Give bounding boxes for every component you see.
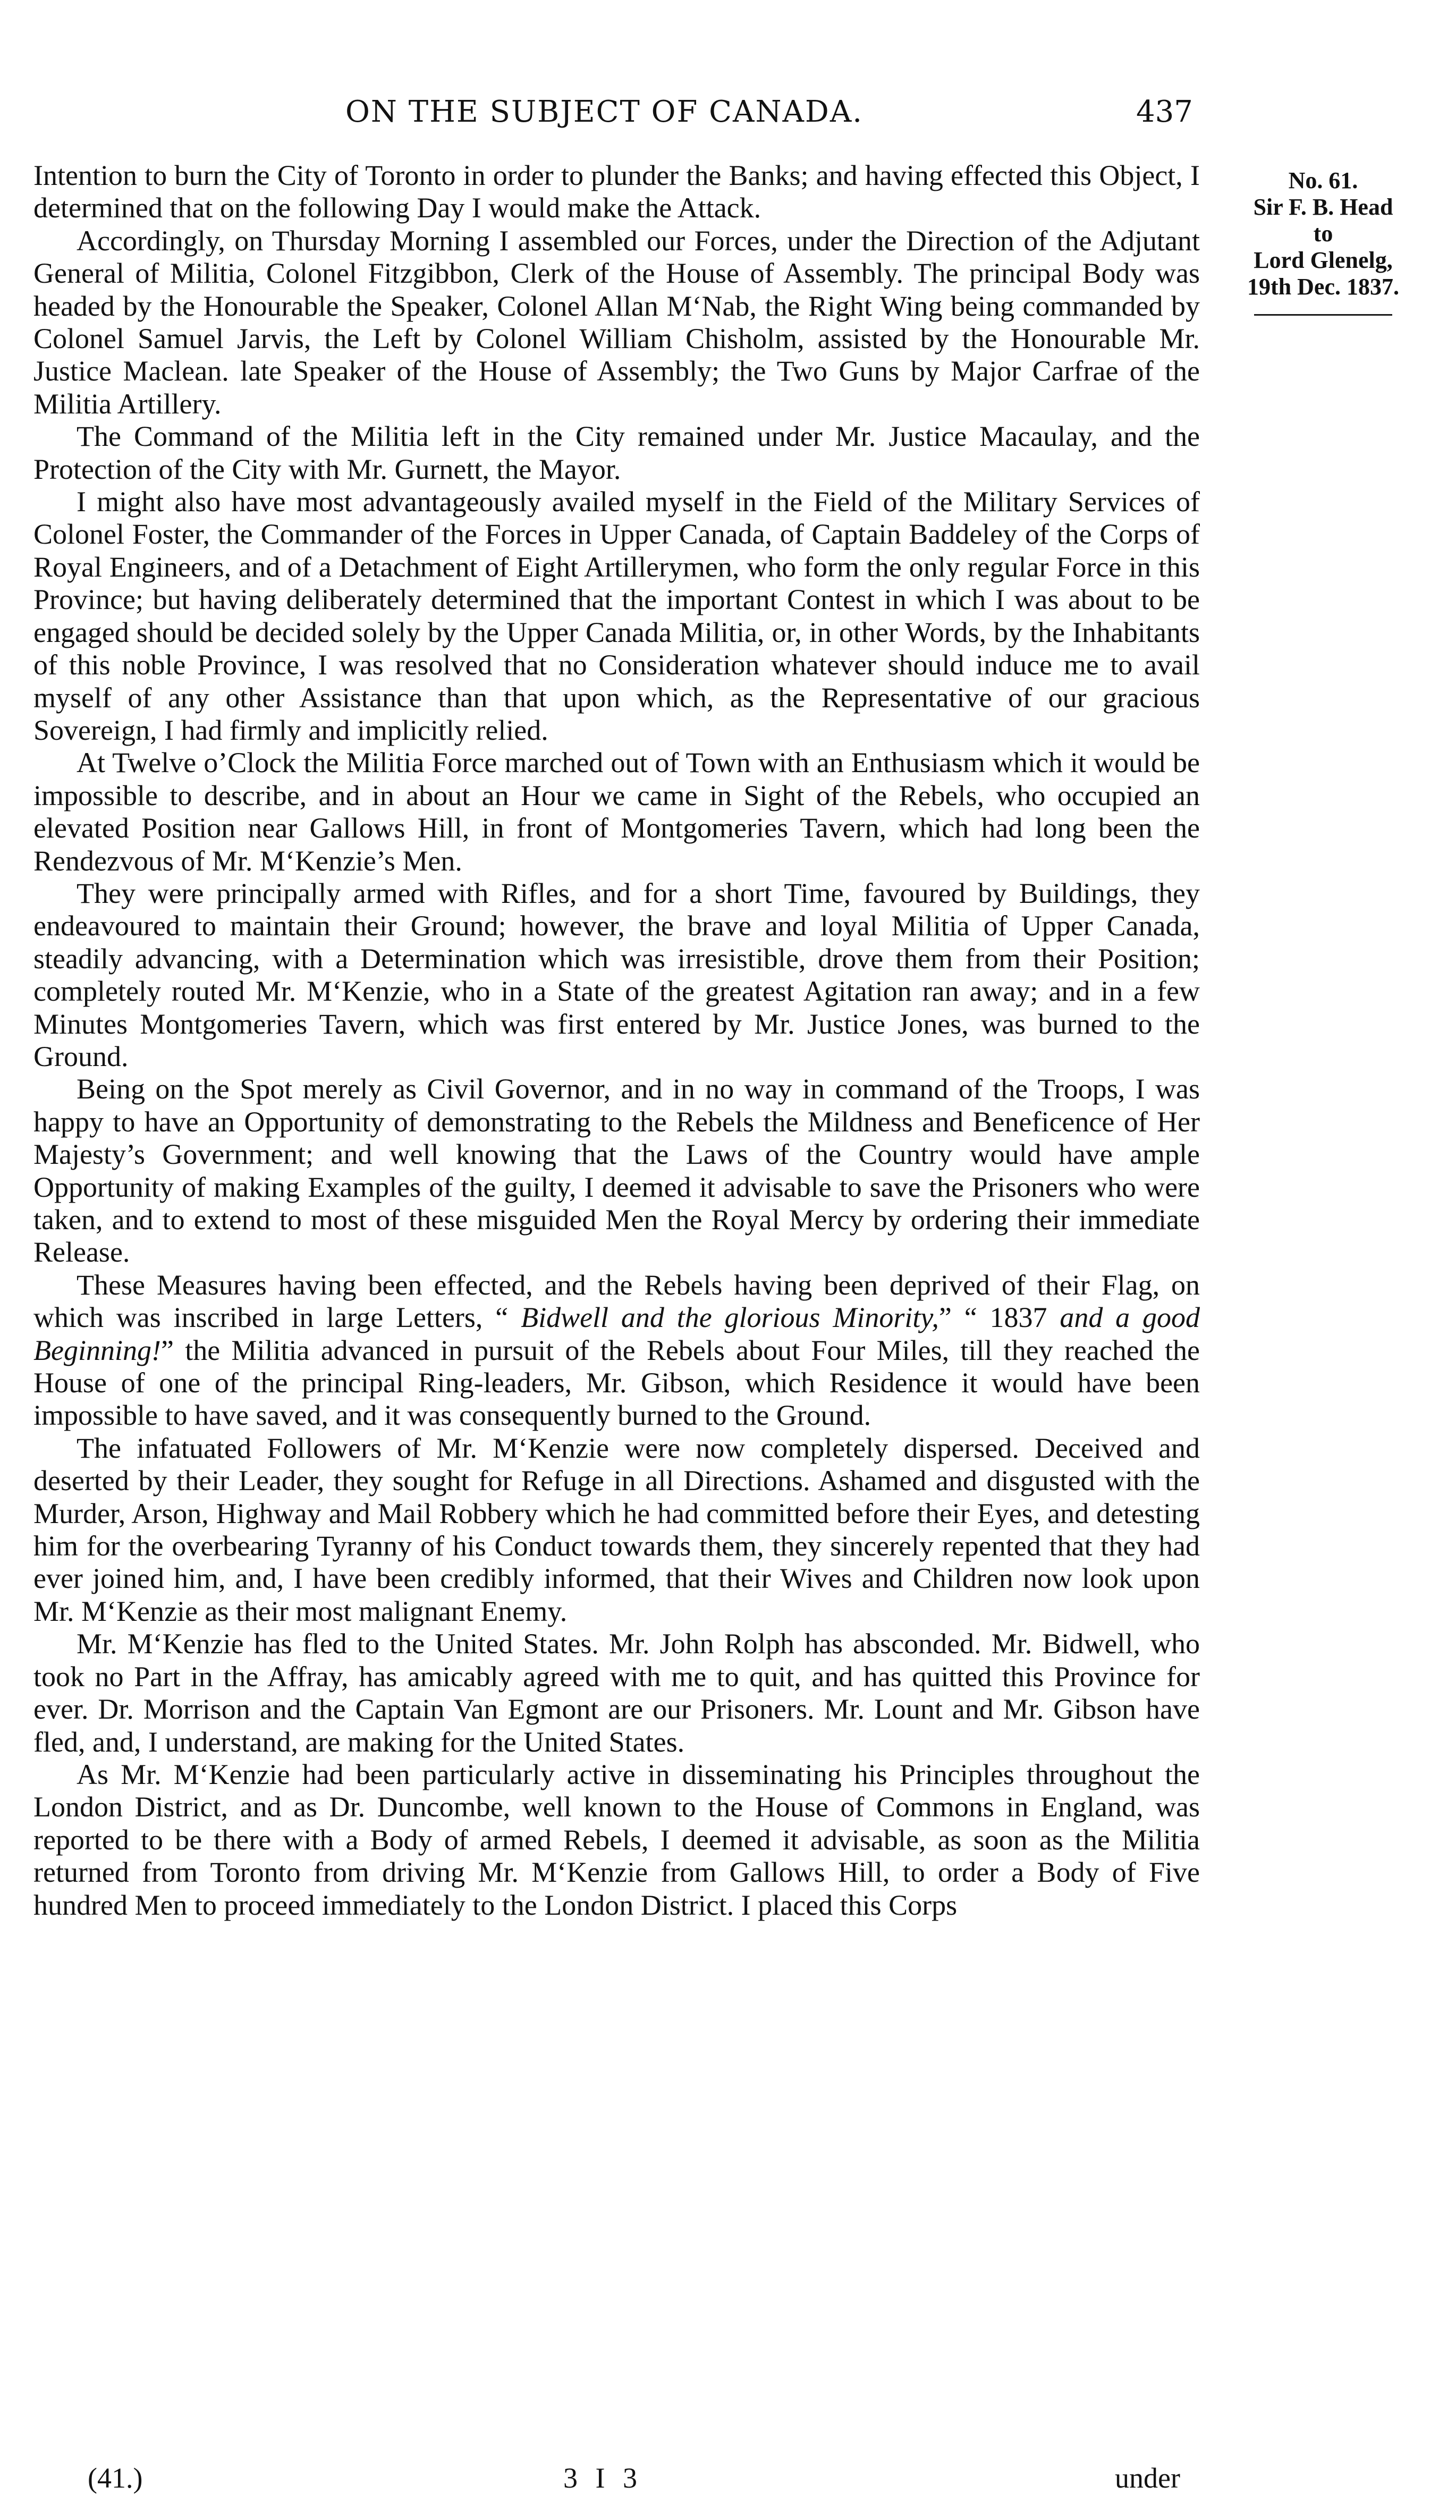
paragraph: The Command of the Militia left in the City remained under Mr. Justice Macaulay, and the Protection of the City with Mr. Gurnett, the Mayor. <box>33 420 1200 485</box>
paragraph: I might also have most advantageously availed myself in the Field of the Military Services of Colonel Foster, the Commander of the Forces in Upper Canada, of Captain Baddeley of the Corps of Royal Engineers, and of a Detachment of Eight Artillerymen, who form the only regular Force in this Province; but having deliberately determined that the important Contest in which I was about to be engaged should be decided solely by the Upper Canada Militia, or, in other Words, by the Inhabitants of this noble Province, I was resolved that no Consideration whatever should induce me to avail myself of any other Assistance than that upon which, as the Representative of our gracious Sovereign, I had firmly and implicitly relied. <box>33 486 1200 746</box>
paragraph: At Twelve o’Clock the Militia Force marched out of Town with an Enthusiasm which it would be impossible to describe, and in about an Hour we came in Sight of the Rebels, who occupied an elevated Position near Gallows Hill, in front of Montgomeries Tavern, which had long been the Rendezvous of Mr. M‘Kenzie’s Men. <box>33 747 1200 877</box>
marginal-date: 19th Dec. 1837. <box>1247 274 1399 300</box>
paragraph: Intention to burn the City of Toronto in order to plunder the Banks; and having effected this Object, I determined that on the following Day I would make the Attack. <box>33 159 1200 224</box>
flag-text-after: ” the Militia advanced in pursuit of the Rebels about Four Miles, till they reached the House of one of the principal Ring-leaders, Mr. Gibson, which Residence it would have been impossible to have saved, and it was consequently burned to the Ground. <box>33 1334 1200 1432</box>
catchword: under <box>1115 2462 1180 2494</box>
flag-text-between: ” “ 1837 <box>938 1301 1060 1334</box>
marginal-rule <box>1254 314 1392 316</box>
sheet-number: (41.) <box>88 2462 143 2494</box>
flag-quote-bidwell: Bidwell and the glorious Minority, <box>521 1301 939 1334</box>
body-text <box>33 159 1200 1922</box>
page-footer <box>0 2462 1456 2499</box>
flag-text-before: These Measures having been effected, and the Rebels having been deprived of their Flag, on which was inscribed in large Letters, “ <box>33 1269 1200 1334</box>
running-title: ON THE SUBJECT OF CANADA. <box>345 95 864 129</box>
paragraph: As Mr. M‘Kenzie had been particularly active in disseminating his Principles throughout the London District, and as Dr. Duncombe, well known to the House of Commons in England, was reported to be there with a Body of armed Rebels, I deemed it advisable, as soon as the Militia returned from Toronto from driving Mr. M‘Kenzie from Gallows Hill, to order a Body of Five hundred Men to proceed immediately to the London District. I placed this Corps <box>33 1758 1200 1921</box>
paragraph: Accordingly, on Thursday Morning I assembled our Forces, under the Direction of the Adjutant General of Militia, Colonel Fitzgibbon, Clerk of the House of Assembly. The principal Body was headed by the Honourable the Speaker, Colonel Allan M‘Nab, the Right Wing being commanded by Colonel Samuel Jarvis, the Left by Colonel William Chisholm, assisted by the Honourable Mr. Justice Maclean. late Speaker of the House of Assembly; the Two Guns by Major Carfrae of the Militia Artillery. <box>33 224 1200 420</box>
page-number: 437 <box>1136 95 1193 129</box>
marginal-to: to <box>1313 221 1333 247</box>
paragraph: Being on the Spot merely as Civil Governor, and in no way in command of the Troops, I was happy to have an Opportunity of demonstrating to the Rebels the Mildness and Beneficence of Her Majesty’s Government; and well knowing that the Laws of the Country would have ample Opportunity of making Examples of the guilty, I deemed it advisable to save the Prisoners who were taken, and to extend to most of these misguided Men the Royal Mercy by ordering their immediate Release. <box>33 1073 1200 1269</box>
paragraph: They were principally armed with Rifles, and for a short Time, favoured by Buildings, they endeavoured to maintain their Ground; however, the brave and loyal Militia of Upper Canada, steadily advancing, with a Determination which was irresistible, drove them from their Position; completely routed Mr. M‘Kenzie, who in a State of the greatest Agitation ran away; and in a few Minutes Montgomeries Tavern, which was first entered by Mr. Justice Jones, was burned to the Ground. <box>33 877 1200 1072</box>
marginal-number: No. 61. <box>1288 167 1358 193</box>
marginal-from: Sir F. B. Head <box>1253 194 1393 220</box>
flag-quote-beginning: and a good Beginning! <box>33 1301 1200 1366</box>
marginal-note <box>1222 167 1424 316</box>
marginal-recipient: Lord Glenelg, <box>1254 247 1393 273</box>
signature-mark: 3 I 3 <box>563 2462 642 2494</box>
paragraph: The infatuated Followers of Mr. M‘Kenzie were now completely dispersed. Deceived and deserted by their Leader, they sought for Refuge in all Directions. Ashamed and disgusted with the Murder, Arson, Highway and Mail Robbery which he had committed before their Eyes, and detesting him for the overbearing Tyranny of his Conduct towards them, they sincerely repented that they had ever joined him, and, I have been credibly informed, that their Wives and Children now look upon Mr. M‘Kenzie as their most malignant Enemy. <box>33 1432 1200 1627</box>
flag-paragraph <box>33 1269 1200 1432</box>
paragraph: Mr. M‘Kenzie has fled to the United States. Mr. John Rolph has absconded. Mr. Bidwell, who took no Part in the Affray, has amicably agreed with me to quit, and has quitted this Province for ever. Dr. Morrison and the Captain Van Egmont are our Prisoners. Mr. Lount and Mr. Gibson have fled, and, I understand, are making for the United States. <box>33 1628 1200 1758</box>
page-header <box>0 95 1456 137</box>
